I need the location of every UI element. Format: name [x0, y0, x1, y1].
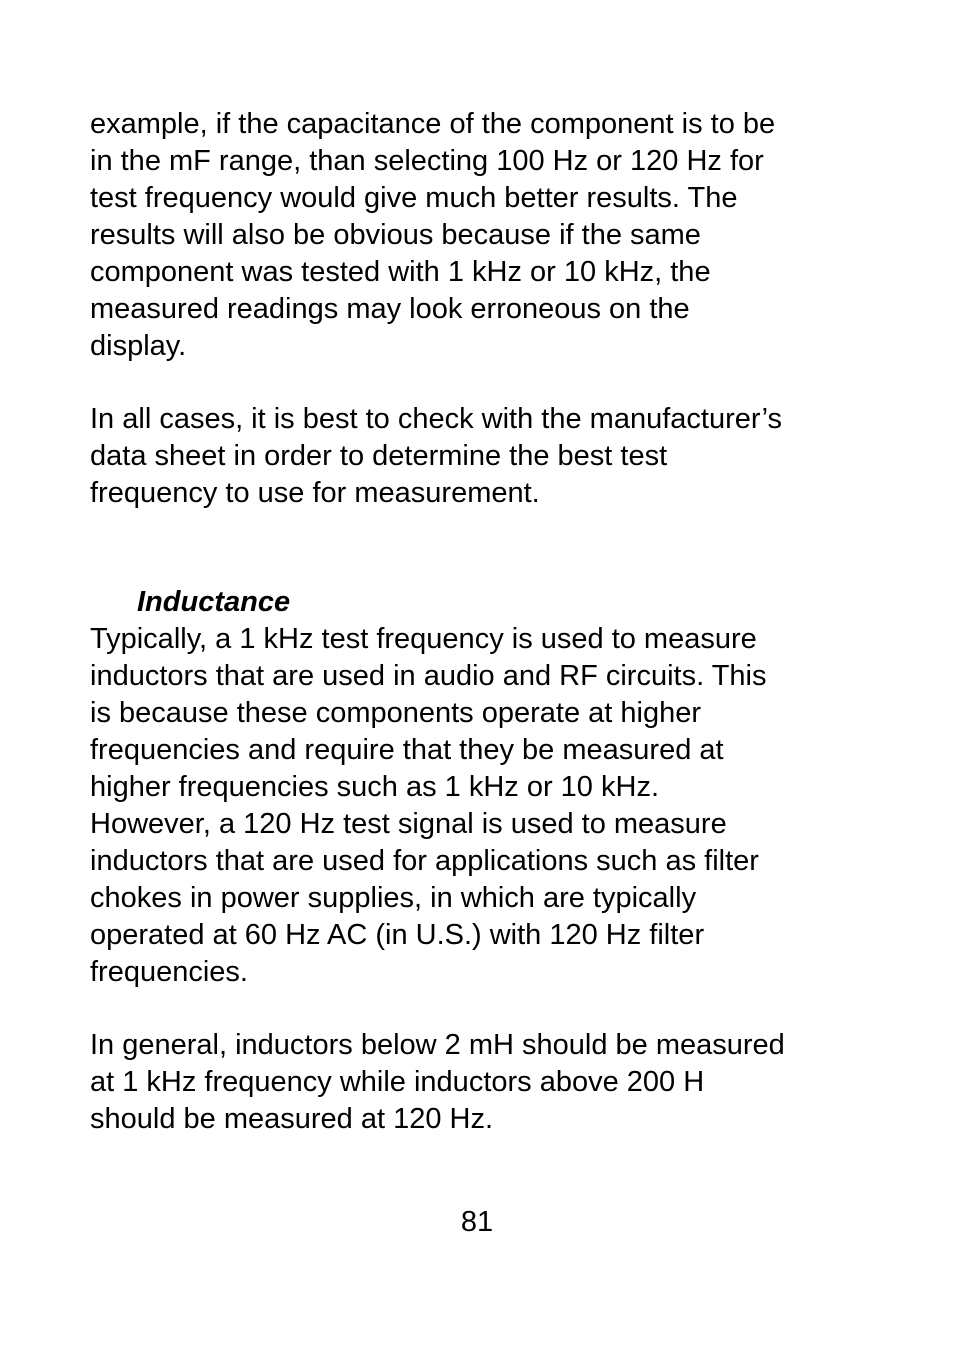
text-line: frequencies.	[90, 956, 248, 988]
text-line: operated at 60 Hz AC (in U.S.) with 120 Hz filter	[90, 919, 705, 951]
section-spacer	[90, 512, 870, 584]
text-line: frequency to use for measurement.	[90, 477, 540, 509]
text-line: at 1 kHz frequency while inductors above 200 H	[90, 1066, 705, 1098]
text-line: inductors that are used in audio and RF circuits. This	[90, 660, 767, 692]
text-line: component was tested with 1 kHz or 10 kHz, the	[90, 256, 711, 288]
paragraph-capacitance-continued	[90, 106, 870, 365]
paragraph-inductance-frequencies	[90, 621, 870, 991]
paragraph-datasheet-advice	[90, 401, 870, 512]
section-heading-inductance: Inductance	[137, 586, 291, 618]
text-line: results will also be obvious because if the same	[90, 219, 701, 251]
text-line: measured readings may look erroneous on the	[90, 293, 690, 325]
text-line: chokes in power supplies, in which are typically	[90, 882, 697, 914]
text-line: In general, inductors below 2 mH should be measured	[90, 1029, 785, 1061]
text-line: higher frequencies such as 1 kHz or 10 kHz.	[90, 771, 659, 803]
text-line: test frequency would give much better results. The	[90, 182, 738, 214]
text-line: However, a 120 Hz test signal is used to measure	[90, 808, 727, 840]
text-line: example, if the capacitance of the component is to be	[90, 108, 776, 140]
text-line: Typically, a 1 kHz test frequency is used to measure	[90, 623, 757, 655]
text-line: should be measured at 120 Hz.	[90, 1103, 494, 1135]
text-line: data sheet in order to determine the best test	[90, 440, 668, 472]
text-line: is because these components operate at higher	[90, 697, 702, 729]
paragraph-spacer	[90, 365, 870, 401]
paragraph-spacer	[90, 991, 870, 1027]
page-body	[90, 106, 870, 1138]
text-line: inductors that are used for applications such as filter	[90, 845, 759, 877]
page-number: 81	[460, 1206, 494, 1238]
text-line: display.	[90, 330, 187, 362]
text-line: In all cases, it is best to check with the manufacturer’s	[90, 403, 783, 435]
paragraph-inductance-general	[90, 1027, 870, 1138]
text-line: frequencies and require that they be measured at	[90, 734, 724, 766]
text-line: in the mF range, than selecting 100 Hz or 120 Hz for	[90, 145, 764, 177]
